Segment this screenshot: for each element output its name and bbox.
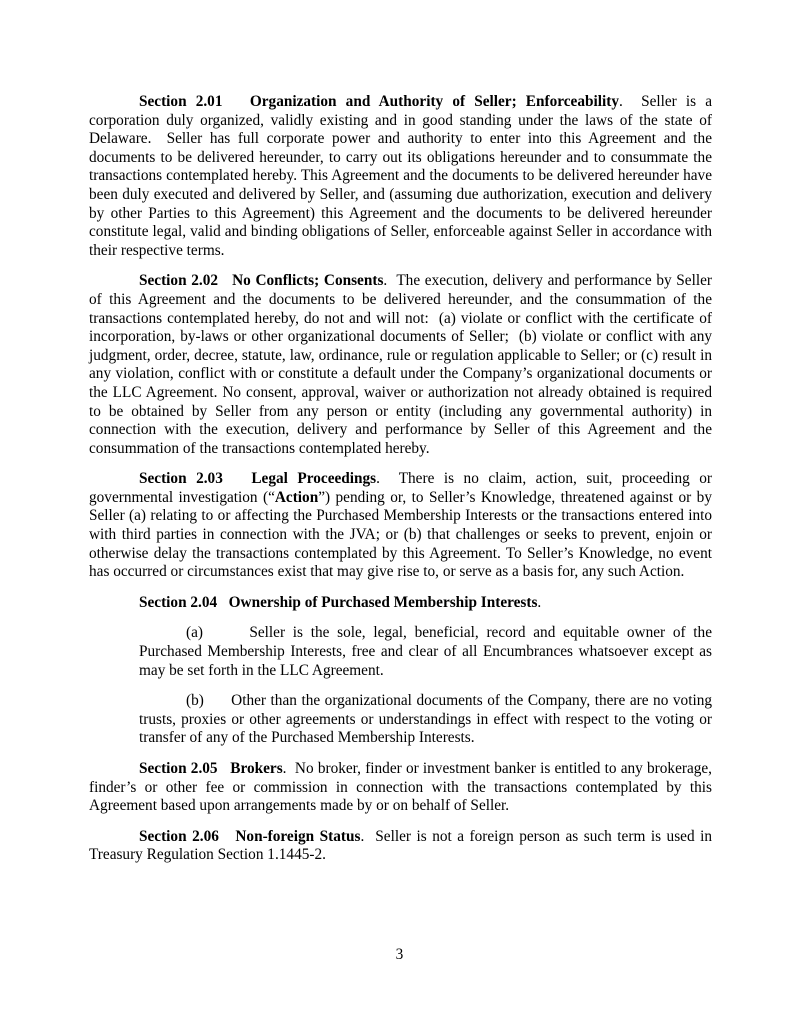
paragraph-section-2-02: Section 2.02 No Conflicts; Consents. The execution, delivery and performance by Seller of this Agreement and the documents to be delivered hereunder, and the consummation of the transactions contemplated hereby, do not and will not: (a) violate or conflict with the certificate of incorporation, by-laws or other organizational documents of Seller; (b) violate or conflict with any judgment, order, decree, statute, law, ordinance, rule or regulation applicable to Seller; or (c) result in any violation, conflict with or constitute a default under the Company’s organizational documents or the LLC Agreement. No consent, approval, waiver or authorization not already obtained is required to be obtained by Seller from any person or entity (including any governmental authority) in connection with the execution, delivery and performance by Seller of this Agreement and the consummation of the transactions contemplated hereby. [89, 272, 712, 457]
page-number: 3 [395, 946, 404, 963]
heading-section-2-04: Section 2.04 Ownership of Purchased Membership Interests. [139, 593, 542, 611]
paragraph-section-2-06: Section 2.06 Non-foreign Status. Seller is not a foreign person as such term is used in Treasury Regulation Section 1.1445-2. [89, 827, 713, 864]
paragraph-section-2-04-a: (a) Seller is the sole, legal, beneficial, record and equitable owner of the Purchased Membership Interests, free and clear of all Encumbrances whatsoever except as may be set forth in the LLC Agreement. [139, 624, 712, 679]
document-body [89, 93, 712, 877]
page-footer [0, 946, 799, 965]
paragraph-section-2-03: Section 2.03 Legal Proceedings. There is no claim, action, suit, proceeding or governmental investigation (“Action”) pending or, to Seller’s Knowledge, threatened against or by Seller (a) relating to or affecting the Purchased Membership Interests or the transactions entered into with third parties in connection with the JVA; or (b) that challenges or seeks to prevent, enjoin or otherwise delay the transactions contemplated by this Agreement. To Seller’s Knowledge, no event has occurred or circumstances exist that may give rise to, or serve as a basis for, any such Action. [89, 470, 712, 581]
paragraph-section-2-04-b: (b) Other than the organizational documents of the Company, there are no voting trusts, proxies or other agreements or understandings in effect with respect to the voting or transfer of any of the Purchased Membership Interests. [139, 692, 712, 747]
paragraph-section-2-05: Section 2.05 Brokers. No broker, finder or investment banker is entitled to any brokerage, finder’s or other fee or commission in connection with the transactions contemplated by this Agreement based upon arrangements made by or on behalf of Seller. [89, 760, 713, 815]
paragraph-section-2-01: Section 2.01 Organization and Authority of Seller; Enforceability. Seller is a corporation duly organized, validly existing and in good standing under the laws of the state of Delaware. Seller has full corporate power and authority to enter into this Agreement and the documents to be delivered hereunder, to carry out its obligations hereunder and to consummate the transactions contemplated hereby. This Agreement and the documents to be delivered hereunder have been duly executed and delivered by Seller, and (assuming due authorization, execution and delivery by other Parties to this Agreement) this Agreement and the documents to be delivered hereunder constitute legal, valid and binding obligations of Seller, enforceable against Seller in accordance with their respective terms. [89, 93, 713, 259]
